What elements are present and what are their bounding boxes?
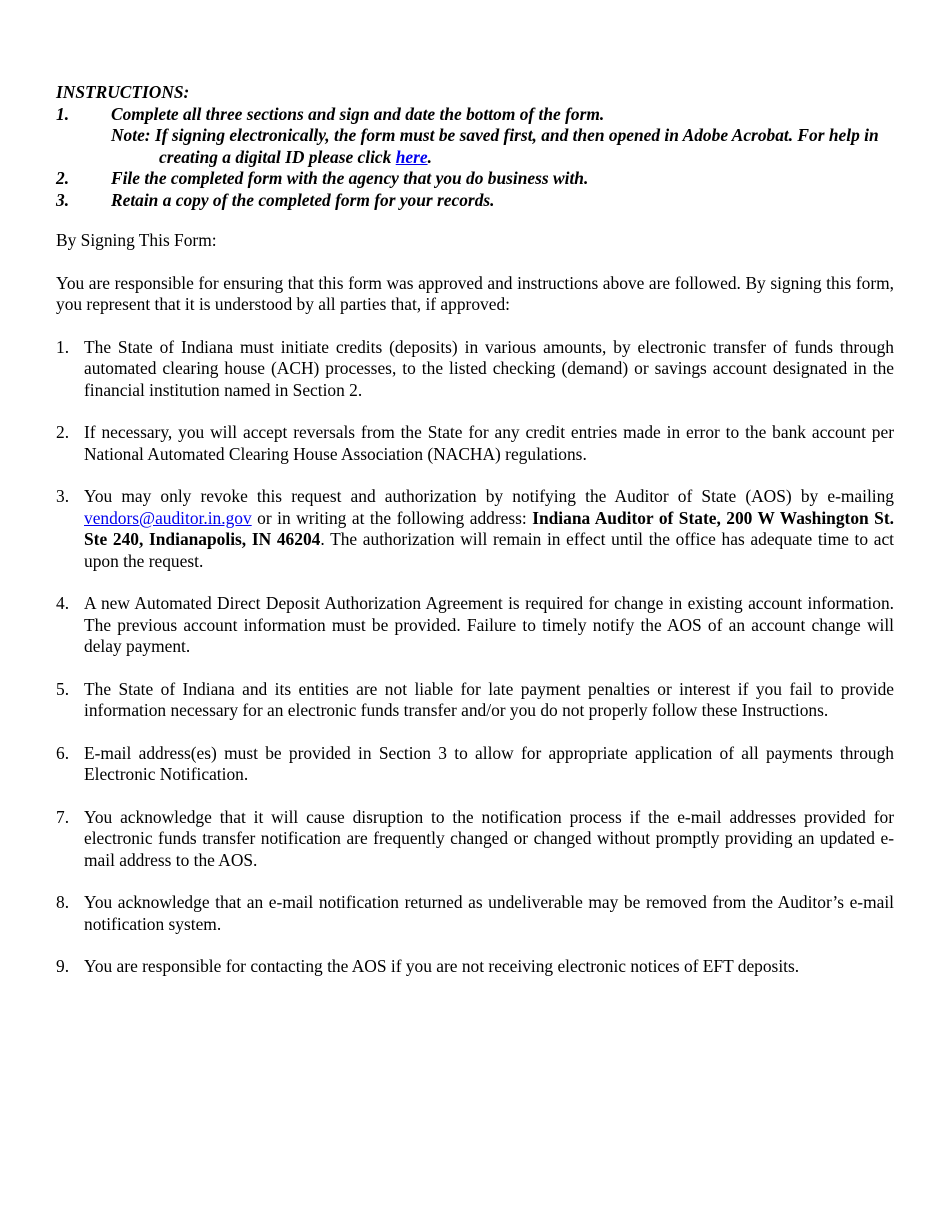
term-text: A new Automated Direct Deposit Authorization Agreement is required for change in existing account information. The previous account information must be provided. Failure to timely notify the AOS of an account change will delay payment.: [84, 593, 894, 656]
signing-intro: You are responsible for ensuring that this form was approved and instructions above are followed. By signing this form, you represent that it is understood by all parties that, if approved:: [56, 272, 894, 314]
instruction-step-number: 3.: [56, 189, 70, 210]
term-item: [56, 422, 894, 465]
term-number: 8.: [56, 892, 70, 912]
digital-id-help-link[interactable]: here: [395, 146, 428, 167]
signing-title: By Signing This Form:: [56, 230, 217, 250]
term-number: 5.: [56, 678, 70, 699]
instruction-step: [56, 168, 894, 190]
auditor-address: Indiana Auditor of State, 200 W Washington St. Ste 240, Indianapolis, IN 46204: [84, 507, 894, 549]
document-page: [56, 82, 894, 999]
terms-list: [56, 337, 894, 978]
term-item: [56, 593, 894, 658]
term-text: You acknowledge that it will cause disruption to the notification process if the e-mail addresses provided for electronic funds transfer notification are frequently changed or changed without promptly providing an updated e-mail address to the AOS.: [84, 806, 894, 870]
instruction-note-text: Note: If signing electronically, the form must be saved first, and then opened in Adobe Acrobat. For help in creating a digital ID please click: [111, 125, 879, 167]
term-number: 4.: [56, 593, 70, 613]
term-item: [56, 486, 894, 572]
term-text-part: or in writing at the following address:: [251, 507, 533, 528]
instructions-section: [56, 82, 894, 211]
instruction-step-text: Complete all three sections and sign and date the bottom of the form.: [111, 103, 605, 124]
term-number: 2.: [56, 422, 70, 442]
term-text: You are responsible for contacting the AOS if you are not receiving electronic notices of EFT deposits.: [84, 956, 800, 976]
term-text: If necessary, you will accept reversals from the State for any credit entries made in error to the bank account per National Automated Clearing House Association (NACHA) regulations.: [84, 422, 894, 464]
instruction-note: [111, 125, 894, 168]
term-number: 1.: [56, 336, 70, 357]
term-number: 7.: [56, 806, 70, 827]
term-number: 6.: [56, 742, 70, 763]
term-text: The State of Indiana and its entities are not liable for late payment penalties or interest if you fail to provide information necessary for an electronic funds transfer and/or you do not properly follow these Instructions.: [84, 678, 894, 720]
vendors-email-link[interactable]: vendors@auditor.in.gov: [84, 507, 252, 528]
term-number: 3.: [56, 486, 70, 506]
term-item: [56, 892, 894, 935]
term-item: [56, 743, 894, 786]
term-text: You acknowledge that an e-mail notification returned as undeliverable may be removed from the Auditor’s e-mail notification system.: [84, 892, 894, 934]
instruction-step-text: File the completed form with the agency that you do business with.: [111, 168, 589, 188]
instruction-step-number: 1.: [56, 103, 70, 124]
term-text: E-mail address(es) must be provided in Section 3 to allow for appropriate application of all payments through Electronic Notification.: [84, 742, 894, 784]
instruction-step-text: Retain a copy of the completed form for your records.: [111, 189, 495, 210]
term-text-part: . The authorization will remain in effect until the office has adequate time to act upon the request.: [84, 529, 894, 571]
term-item: [56, 337, 894, 402]
instruction-step: [56, 104, 894, 169]
term-text: [84, 486, 894, 572]
term-text-part: You may only revoke this request and authorization by notifying the Auditor of State (AOS) by e-mailing: [84, 486, 894, 506]
instruction-step-number: 2.: [56, 168, 70, 188]
instructions-title: INSTRUCTIONS:: [56, 82, 190, 102]
term-number: 9.: [56, 956, 70, 976]
term-text: The State of Indiana must initiate credits (deposits) in various amounts, by electronic transfer of funds through automated clearing house (ACH) processes, to the listed checking (demand) or savings account designated in the financial institution named in Section 2.: [84, 336, 894, 400]
term-item: [56, 807, 894, 872]
term-item: [56, 956, 894, 978]
instruction-step: [56, 190, 894, 212]
term-item: [56, 679, 894, 722]
instruction-note-end: .: [427, 146, 432, 167]
